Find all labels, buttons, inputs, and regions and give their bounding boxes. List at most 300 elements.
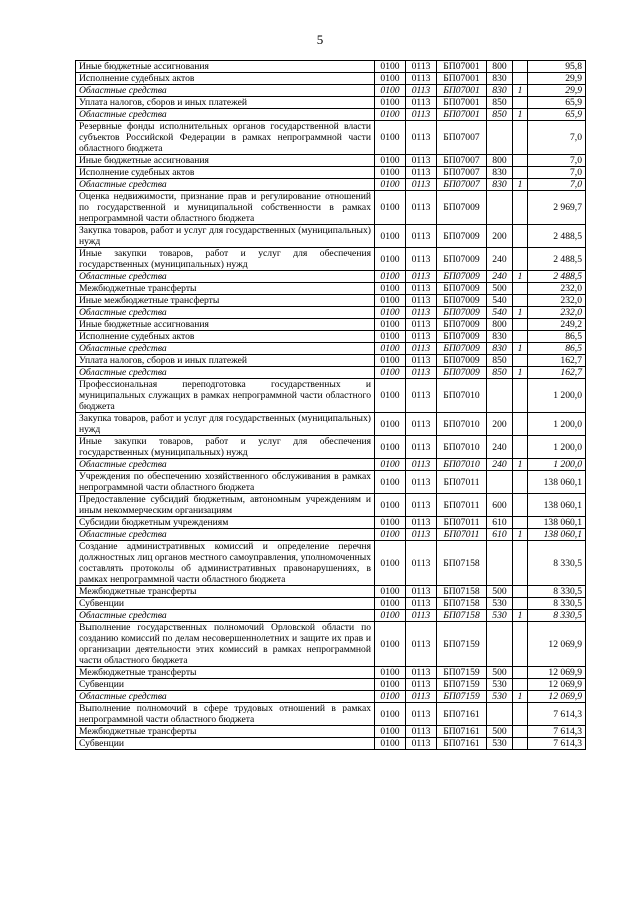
row-fund-code: 1 <box>513 109 528 121</box>
row-amount: 138 060,1 <box>528 517 586 529</box>
table-row <box>76 413 586 436</box>
row-name: Субвенции <box>76 738 375 750</box>
row-section: 0100 <box>375 283 406 295</box>
row-fund-code <box>513 703 528 726</box>
row-name: Иные закупки товаров, работ и услуг для обеспечения государственных (муниципальных) нужд <box>76 436 375 459</box>
row-subsection: 0113 <box>406 367 437 379</box>
row-expense-type: 500 <box>487 283 513 295</box>
row-amount: 8 330,5 <box>528 586 586 598</box>
row-expense-type: 500 <box>487 586 513 598</box>
row-amount: 1 200,0 <box>528 413 586 436</box>
row-amount: 7,0 <box>528 121 586 155</box>
table-row <box>76 355 586 367</box>
row-expense-type: 240 <box>487 436 513 459</box>
table-row <box>76 367 586 379</box>
row-section: 0100 <box>375 667 406 679</box>
row-subsection: 0113 <box>406 343 437 355</box>
row-amount: 138 060,1 <box>528 529 586 541</box>
row-name: Учреждения по обеспечению хозяйственного обслуживания в рамках непрограммной части областного бюджета <box>76 471 375 494</box>
row-fund-code <box>513 494 528 517</box>
row-name: Областные средства <box>76 271 375 283</box>
row-target-code: БП07009 <box>437 367 487 379</box>
row-fund-code: 1 <box>513 459 528 471</box>
row-expense-type: 530 <box>487 679 513 691</box>
row-fund-code <box>513 598 528 610</box>
row-expense-type: 830 <box>487 73 513 85</box>
row-target-code: БП07010 <box>437 413 487 436</box>
row-fund-code <box>513 471 528 494</box>
row-expense-type: 600 <box>487 494 513 517</box>
row-name: Субсидии бюджетным учреждениям <box>76 517 375 529</box>
row-name: Областные средства <box>76 367 375 379</box>
row-target-code: БП07001 <box>437 61 487 73</box>
row-subsection: 0113 <box>406 379 437 413</box>
row-section: 0100 <box>375 610 406 622</box>
table-row <box>76 379 586 413</box>
row-expense-type: 830 <box>487 167 513 179</box>
row-fund-code <box>513 331 528 343</box>
row-target-code: БП07159 <box>437 622 487 667</box>
row-amount: 12 069,9 <box>528 691 586 703</box>
row-fund-code: 1 <box>513 610 528 622</box>
row-subsection: 0113 <box>406 586 437 598</box>
row-fund-code <box>513 295 528 307</box>
row-section: 0100 <box>375 295 406 307</box>
row-amount: 232,0 <box>528 295 586 307</box>
row-name: Областные средства <box>76 610 375 622</box>
table-row <box>76 459 586 471</box>
row-expense-type <box>487 471 513 494</box>
row-section: 0100 <box>375 331 406 343</box>
row-subsection: 0113 <box>406 667 437 679</box>
row-section: 0100 <box>375 355 406 367</box>
row-amount: 29,9 <box>528 85 586 97</box>
row-subsection: 0113 <box>406 179 437 191</box>
row-section: 0100 <box>375 271 406 283</box>
row-amount: 138 060,1 <box>528 494 586 517</box>
row-section: 0100 <box>375 167 406 179</box>
row-fund-code: 1 <box>513 691 528 703</box>
row-expense-type: 500 <box>487 667 513 679</box>
row-subsection: 0113 <box>406 225 437 248</box>
row-amount: 65,9 <box>528 97 586 109</box>
row-target-code: БП07009 <box>437 355 487 367</box>
row-expense-type: 240 <box>487 271 513 283</box>
table-row <box>76 541 586 586</box>
row-expense-type: 830 <box>487 85 513 97</box>
row-expense-type: 850 <box>487 367 513 379</box>
row-subsection: 0113 <box>406 167 437 179</box>
row-target-code: БП07009 <box>437 271 487 283</box>
row-section: 0100 <box>375 367 406 379</box>
row-expense-type: 850 <box>487 355 513 367</box>
row-fund-code <box>513 61 528 73</box>
row-name: Межбюджетные трансферты <box>76 726 375 738</box>
row-fund-code <box>513 541 528 586</box>
row-target-code: БП07009 <box>437 283 487 295</box>
row-subsection: 0113 <box>406 726 437 738</box>
row-expense-type <box>487 121 513 155</box>
row-target-code: БП07007 <box>437 179 487 191</box>
row-subsection: 0113 <box>406 73 437 85</box>
row-target-code: БП07010 <box>437 436 487 459</box>
row-name: Областные средства <box>76 85 375 97</box>
row-fund-code: 1 <box>513 367 528 379</box>
row-amount: 162,7 <box>528 355 586 367</box>
row-target-code: БП07009 <box>437 191 487 225</box>
row-fund-code: 1 <box>513 529 528 541</box>
row-target-code: БП07009 <box>437 248 487 271</box>
row-target-code: БП07009 <box>437 319 487 331</box>
row-expense-type: 850 <box>487 109 513 121</box>
row-amount: 12 069,9 <box>528 667 586 679</box>
row-fund-code: 1 <box>513 271 528 283</box>
row-name: Субвенции <box>76 679 375 691</box>
row-subsection: 0113 <box>406 61 437 73</box>
row-section: 0100 <box>375 413 406 436</box>
row-section: 0100 <box>375 679 406 691</box>
row-name: Межбюджетные трансферты <box>76 586 375 598</box>
row-amount: 7,0 <box>528 155 586 167</box>
row-target-code: БП07158 <box>437 598 487 610</box>
row-expense-type <box>487 541 513 586</box>
row-subsection: 0113 <box>406 517 437 529</box>
row-section: 0100 <box>375 726 406 738</box>
row-fund-code <box>513 726 528 738</box>
row-amount: 7,0 <box>528 167 586 179</box>
row-fund-code <box>513 283 528 295</box>
row-target-code: БП07010 <box>437 459 487 471</box>
row-section: 0100 <box>375 191 406 225</box>
row-target-code: БП07001 <box>437 73 487 85</box>
row-section: 0100 <box>375 598 406 610</box>
table-row <box>76 61 586 73</box>
row-section: 0100 <box>375 691 406 703</box>
row-target-code: БП07007 <box>437 167 487 179</box>
row-fund-code <box>513 413 528 436</box>
row-subsection: 0113 <box>406 679 437 691</box>
row-name: Профессиональная переподготовка государственных и муниципальных служащих в рамках непрограммной части областного бюджета <box>76 379 375 413</box>
row-target-code: БП07011 <box>437 494 487 517</box>
row-target-code: БП07158 <box>437 610 487 622</box>
row-fund-code <box>513 586 528 598</box>
row-section: 0100 <box>375 121 406 155</box>
row-subsection: 0113 <box>406 691 437 703</box>
row-fund-code <box>513 517 528 529</box>
row-amount: 232,0 <box>528 307 586 319</box>
row-section: 0100 <box>375 541 406 586</box>
row-target-code: БП07009 <box>437 331 487 343</box>
row-subsection: 0113 <box>406 307 437 319</box>
row-expense-type <box>487 379 513 413</box>
row-fund-code <box>513 738 528 750</box>
row-section: 0100 <box>375 529 406 541</box>
row-amount: 2 488,5 <box>528 225 586 248</box>
row-target-code: БП07007 <box>437 121 487 155</box>
row-expense-type: 530 <box>487 691 513 703</box>
row-section: 0100 <box>375 517 406 529</box>
row-fund-code <box>513 73 528 85</box>
row-target-code: БП07001 <box>437 85 487 97</box>
row-fund-code <box>513 225 528 248</box>
row-target-code: БП07161 <box>437 703 487 726</box>
row-fund-code <box>513 155 528 167</box>
table-row <box>76 529 586 541</box>
row-name: Исполнение судебных актов <box>76 331 375 343</box>
row-amount: 162,7 <box>528 367 586 379</box>
row-name: Иные бюджетные ассигнования <box>76 319 375 331</box>
row-section: 0100 <box>375 459 406 471</box>
row-name: Выполнение государственных полномочий Орловской области по созданию комиссий по делам несовершеннолетних и защите их прав и организации деятельности этих комиссий в рамках непрограммной части областного бюджета <box>76 622 375 667</box>
row-section: 0100 <box>375 61 406 73</box>
row-subsection: 0113 <box>406 283 437 295</box>
table-row <box>76 622 586 667</box>
table-row <box>76 155 586 167</box>
row-target-code: БП07158 <box>437 541 487 586</box>
row-amount: 138 060,1 <box>528 471 586 494</box>
row-expense-type: 530 <box>487 610 513 622</box>
row-subsection: 0113 <box>406 529 437 541</box>
row-target-code: БП07009 <box>437 295 487 307</box>
row-amount: 8 330,5 <box>528 598 586 610</box>
row-subsection: 0113 <box>406 413 437 436</box>
table-row <box>76 343 586 355</box>
row-subsection: 0113 <box>406 271 437 283</box>
row-expense-type: 610 <box>487 529 513 541</box>
row-expense-type: 830 <box>487 179 513 191</box>
row-section: 0100 <box>375 622 406 667</box>
row-fund-code <box>513 97 528 109</box>
row-amount: 7 614,3 <box>528 726 586 738</box>
row-fund-code <box>513 121 528 155</box>
budget-table <box>75 60 586 750</box>
row-fund-code <box>513 436 528 459</box>
row-subsection: 0113 <box>406 436 437 459</box>
row-amount: 1 200,0 <box>528 379 586 413</box>
row-target-code: БП07161 <box>437 738 487 750</box>
row-name: Областные средства <box>76 109 375 121</box>
table-row <box>76 667 586 679</box>
row-amount: 2 488,5 <box>528 271 586 283</box>
row-fund-code <box>513 319 528 331</box>
row-subsection: 0113 <box>406 319 437 331</box>
row-section: 0100 <box>375 225 406 248</box>
row-name: Иные закупки товаров, работ и услуг для обеспечения государственных (муниципальных) нужд <box>76 248 375 271</box>
table-row <box>76 179 586 191</box>
row-name: Оценка недвижимости, признание прав и регулирование отношений по государственной и муниципальной собственности в рамках непрограммной части областного бюджета <box>76 191 375 225</box>
row-name: Выполнение полномочий в сфере трудовых отношений в рамках непрограммной части областного бюджета <box>76 703 375 726</box>
row-name: Областные средства <box>76 529 375 541</box>
row-fund-code <box>513 355 528 367</box>
table-row <box>76 121 586 155</box>
row-target-code: БП07159 <box>437 667 487 679</box>
row-amount: 65,9 <box>528 109 586 121</box>
row-amount: 86,5 <box>528 343 586 355</box>
row-name: Резервные фонды исполнительных органов государственной власти субъектов Российской Федерации в рамках непрограммной части областного бюджета <box>76 121 375 155</box>
table-row <box>76 517 586 529</box>
table-row <box>76 586 586 598</box>
row-amount: 7 614,3 <box>528 703 586 726</box>
row-section: 0100 <box>375 109 406 121</box>
row-expense-type: 240 <box>487 248 513 271</box>
row-expense-type <box>487 191 513 225</box>
row-target-code: БП07161 <box>437 726 487 738</box>
row-target-code: БП07009 <box>437 307 487 319</box>
row-target-code: БП07011 <box>437 471 487 494</box>
row-subsection: 0113 <box>406 191 437 225</box>
row-subsection: 0113 <box>406 494 437 517</box>
table-row <box>76 319 586 331</box>
row-subsection: 0113 <box>406 541 437 586</box>
row-section: 0100 <box>375 738 406 750</box>
table-row <box>76 679 586 691</box>
row-expense-type <box>487 622 513 667</box>
table-row <box>76 307 586 319</box>
row-amount: 1 200,0 <box>528 459 586 471</box>
row-fund-code: 1 <box>513 85 528 97</box>
table-row <box>76 471 586 494</box>
row-name: Иные бюджетные ассигнования <box>76 61 375 73</box>
row-expense-type: 800 <box>487 319 513 331</box>
row-expense-type: 830 <box>487 343 513 355</box>
table-row <box>76 494 586 517</box>
row-subsection: 0113 <box>406 97 437 109</box>
row-expense-type <box>487 703 513 726</box>
row-amount: 86,5 <box>528 331 586 343</box>
row-fund-code <box>513 248 528 271</box>
row-expense-type: 200 <box>487 225 513 248</box>
table-row <box>76 73 586 85</box>
row-section: 0100 <box>375 436 406 459</box>
table-row <box>76 703 586 726</box>
row-name: Иные межбюджетные трансферты <box>76 295 375 307</box>
table-row <box>76 691 586 703</box>
row-subsection: 0113 <box>406 109 437 121</box>
row-name: Областные средства <box>76 691 375 703</box>
row-subsection: 0113 <box>406 121 437 155</box>
row-name: Областные средства <box>76 179 375 191</box>
row-subsection: 0113 <box>406 331 437 343</box>
row-section: 0100 <box>375 97 406 109</box>
row-name: Межбюджетные трансферты <box>76 667 375 679</box>
row-section: 0100 <box>375 248 406 271</box>
row-target-code: БП07010 <box>437 379 487 413</box>
row-amount: 2 969,7 <box>528 191 586 225</box>
row-name: Предоставление субсидий бюджетным, автономным учреждениям и иным некоммерческим организациям <box>76 494 375 517</box>
table-row <box>76 271 586 283</box>
table-row <box>76 191 586 225</box>
row-subsection: 0113 <box>406 85 437 97</box>
row-section: 0100 <box>375 471 406 494</box>
row-fund-code: 1 <box>513 343 528 355</box>
row-section: 0100 <box>375 85 406 97</box>
row-section: 0100 <box>375 155 406 167</box>
row-fund-code <box>513 379 528 413</box>
row-target-code: БП07011 <box>437 517 487 529</box>
row-expense-type: 540 <box>487 295 513 307</box>
row-subsection: 0113 <box>406 703 437 726</box>
row-name: Создание административных комиссий и определение перечня должностных лиц органов местного самоуправления, уполномоченных составлять протоколы об административных правонарушениях, в рамках непрограммной части областного бюджета <box>76 541 375 586</box>
row-expense-type: 530 <box>487 598 513 610</box>
row-name: Областные средства <box>76 459 375 471</box>
table-row <box>76 436 586 459</box>
row-expense-type: 500 <box>487 726 513 738</box>
row-target-code: БП07159 <box>437 691 487 703</box>
row-fund-code: 1 <box>513 307 528 319</box>
row-fund-code <box>513 622 528 667</box>
table-row <box>76 248 586 271</box>
row-name: Областные средства <box>76 307 375 319</box>
row-name: Уплата налогов, сборов и иных платежей <box>76 355 375 367</box>
row-subsection: 0113 <box>406 355 437 367</box>
table-row <box>76 167 586 179</box>
row-name: Субвенции <box>76 598 375 610</box>
row-section: 0100 <box>375 307 406 319</box>
row-amount: 7 614,3 <box>528 738 586 750</box>
row-subsection: 0113 <box>406 622 437 667</box>
row-amount: 2 488,5 <box>528 248 586 271</box>
row-expense-type: 240 <box>487 459 513 471</box>
row-target-code: БП07011 <box>437 529 487 541</box>
row-amount: 7,0 <box>528 179 586 191</box>
row-section: 0100 <box>375 379 406 413</box>
row-amount: 232,0 <box>528 283 586 295</box>
row-amount: 12 069,9 <box>528 679 586 691</box>
row-subsection: 0113 <box>406 248 437 271</box>
row-subsection: 0113 <box>406 459 437 471</box>
row-target-code: БП07009 <box>437 343 487 355</box>
row-amount: 8 330,5 <box>528 610 586 622</box>
row-subsection: 0113 <box>406 471 437 494</box>
row-amount: 249,2 <box>528 319 586 331</box>
table-row <box>76 85 586 97</box>
row-section: 0100 <box>375 494 406 517</box>
row-expense-type: 200 <box>487 413 513 436</box>
row-subsection: 0113 <box>406 295 437 307</box>
row-fund-code <box>513 167 528 179</box>
row-section: 0100 <box>375 343 406 355</box>
table-row <box>76 97 586 109</box>
row-expense-type: 610 <box>487 517 513 529</box>
row-expense-type: 800 <box>487 61 513 73</box>
table-row <box>76 283 586 295</box>
row-subsection: 0113 <box>406 610 437 622</box>
row-expense-type: 540 <box>487 307 513 319</box>
row-fund-code <box>513 191 528 225</box>
row-expense-type: 850 <box>487 97 513 109</box>
row-subsection: 0113 <box>406 598 437 610</box>
row-name: Исполнение судебных актов <box>76 73 375 85</box>
row-target-code: БП07001 <box>437 97 487 109</box>
row-section: 0100 <box>375 179 406 191</box>
row-fund-code <box>513 667 528 679</box>
row-target-code: БП07159 <box>437 679 487 691</box>
row-amount: 95,8 <box>528 61 586 73</box>
row-amount: 29,9 <box>528 73 586 85</box>
row-expense-type: 530 <box>487 738 513 750</box>
row-name: Областные средства <box>76 343 375 355</box>
row-section: 0100 <box>375 703 406 726</box>
table-row <box>76 598 586 610</box>
table-row <box>76 225 586 248</box>
row-amount: 12 069,9 <box>528 622 586 667</box>
row-section: 0100 <box>375 73 406 85</box>
row-expense-type: 830 <box>487 331 513 343</box>
row-name: Уплата налогов, сборов и иных платежей <box>76 97 375 109</box>
row-name: Закупка товаров, работ и услуг для государственных (муниципальных) нужд <box>76 225 375 248</box>
table-row <box>76 726 586 738</box>
table-row <box>76 610 586 622</box>
